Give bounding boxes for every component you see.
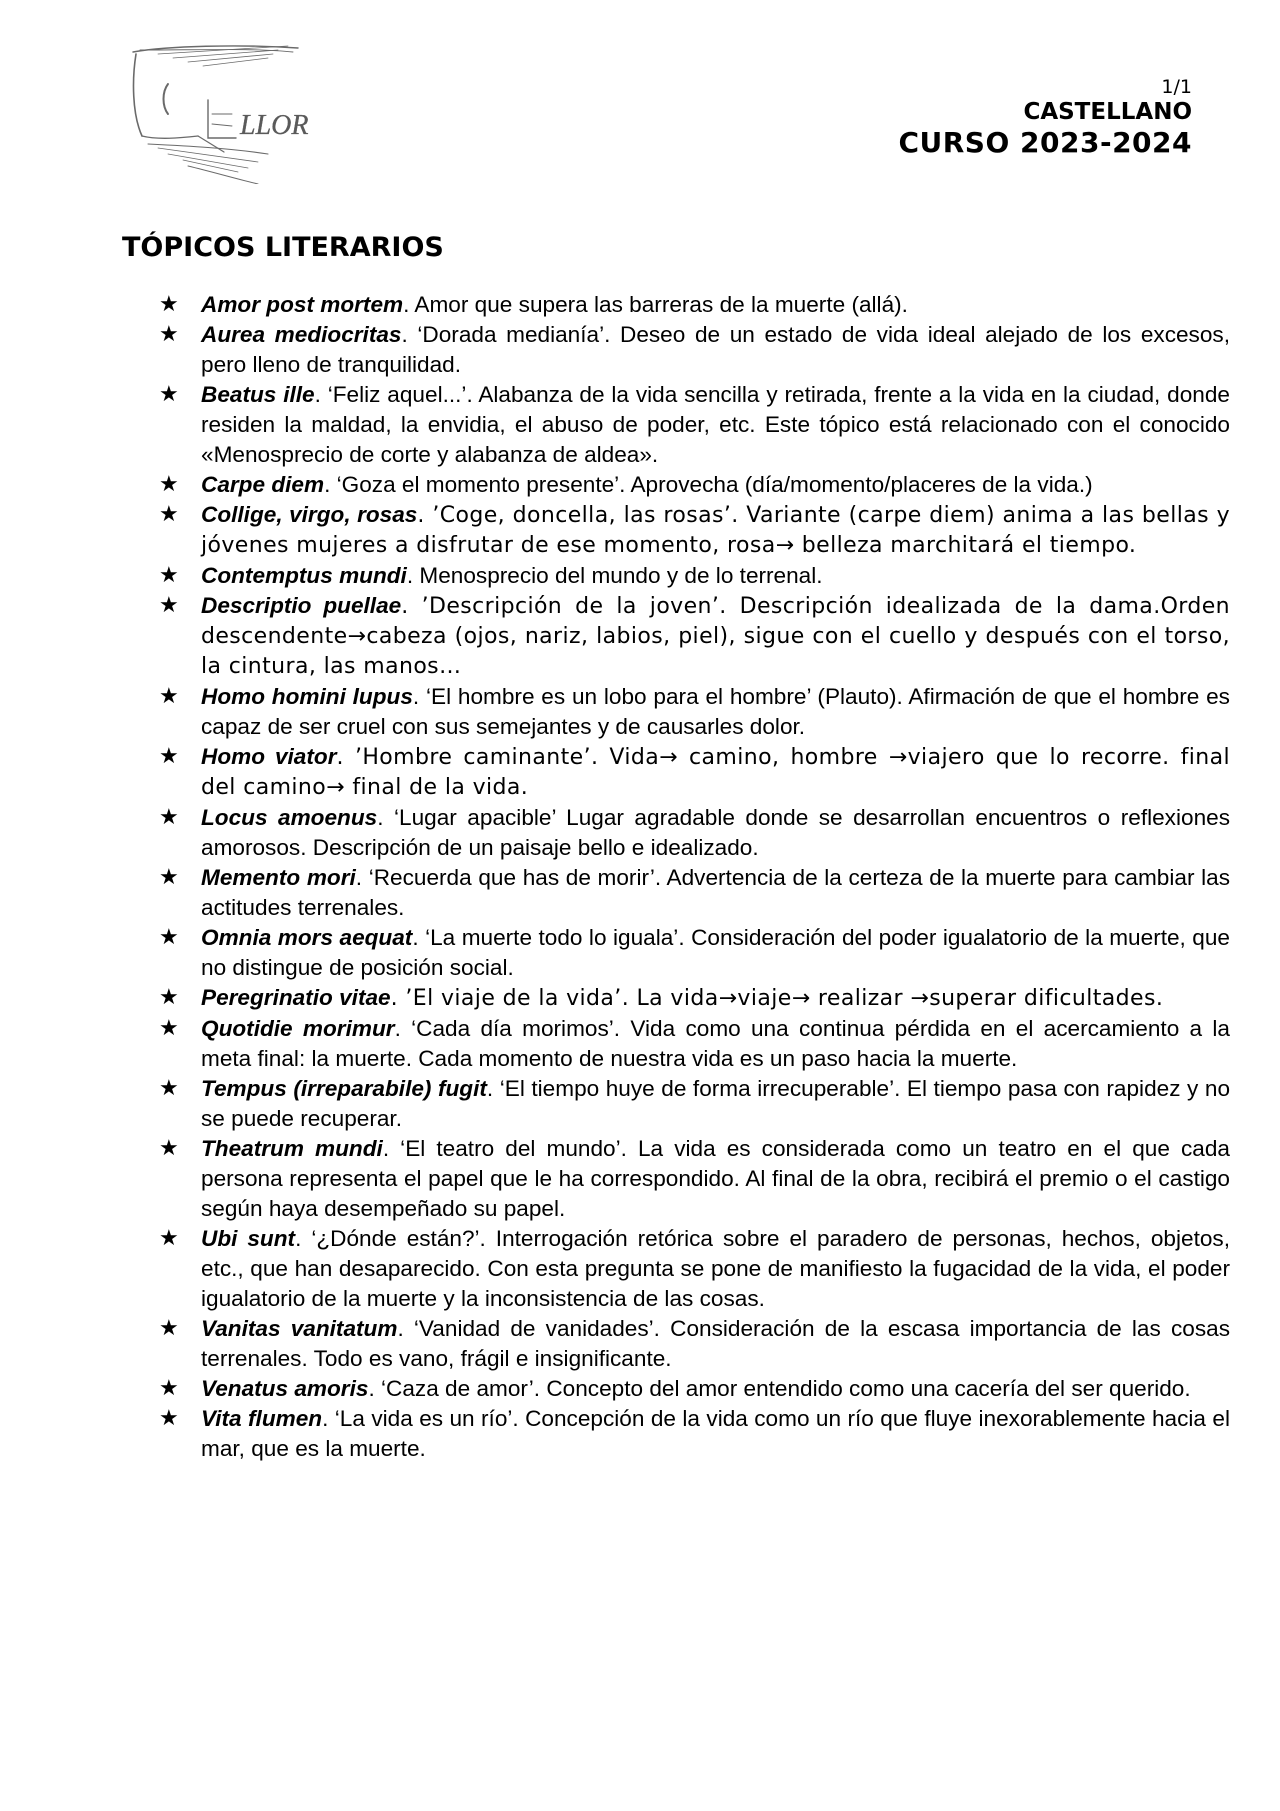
star-bullet-icon: ★ (159, 502, 180, 527)
list-item (159, 682, 1230, 742)
list-item (159, 500, 1230, 561)
star-bullet-icon: ★ (159, 1316, 179, 1341)
topic-description: . ‘¿Dónde están?’. Interrogación retórica sobre el paradero de personas, hechos, objetos, etc., que han desaparecido. Con esta pregunta se pone de manifiesto la fugacidad de la vida, el poder igualatorio de la muerte y la inconsistencia de las cosas. (201, 1226, 1230, 1311)
list-item (159, 1374, 1230, 1404)
star-bullet-icon: ★ (159, 985, 180, 1010)
star-bullet-icon: ★ (159, 1226, 179, 1251)
topic-term: Vita flumen (201, 1406, 323, 1431)
star-bullet-icon: ★ (159, 805, 179, 830)
topic-description: . Amor que supera las barreras de la muerte (allá). (403, 292, 908, 317)
star-bullet-icon: ★ (159, 1076, 179, 1101)
topic-description: . ‘Goza el momento presente’. Aprovecha (día/momento/placeres de la vida.) (324, 472, 1093, 497)
topic-description: . ‘La muerte todo lo iguala’. Consideración del poder igualatorio de la muerte, que no distingue de posición social. (201, 925, 1231, 980)
topic-description: . ’Coge, doncella, las rosas’. Variante (carpe diem) anima a las bellas y jóvenes mujeres a disfrutar de ese momento, rosa→ belleza marchitará el tiempo. (201, 503, 1230, 558)
list-item (159, 470, 1230, 500)
document-header (898, 76, 1192, 160)
topic-term: Descriptio puellae (201, 593, 402, 618)
star-bullet-icon: ★ (159, 744, 180, 769)
topic-description: . ‘Caza de amor’. Concepto del amor entendido como una cacería del ser querido. (368, 1376, 1191, 1401)
topic-term: Peregrinatio vitae (201, 985, 391, 1010)
list-item (159, 380, 1230, 470)
topic-term: Aurea mediocritas (201, 322, 402, 347)
topic-description: . ‘Dorada medianía’. Deseo de un estado de vida ideal alejado de los excesos, pero lleno de tranquilidad. (201, 322, 1230, 377)
list-item (159, 983, 1230, 1014)
topic-term: Beatus ille (201, 382, 315, 407)
topic-term: Ubi sunt (201, 1226, 296, 1251)
star-bullet-icon: ★ (159, 865, 179, 890)
topic-description: . ‘Lugar apacible’ Lugar agradable donde se desarrollan encuentros o reflexiones amorosos. Descripción de un paisaje bello e idealizado. (201, 805, 1230, 860)
topic-description: . Menosprecio del mundo y de lo terrenal. (406, 563, 823, 588)
topic-term: Collige, virgo, rosas (201, 502, 418, 527)
list-item (159, 742, 1231, 803)
page-number: 1/1 (1161, 76, 1192, 98)
topic-description: . ‘El hombre es un lobo para el hombre’ (Plauto). Afirmación de que el hombre es capaz de ser cruel con sus semejantes y de causarles dolor. (201, 684, 1230, 739)
topic-description: . ‘El tiempo huye de forma irrecuperable’. El tiempo pasa con rapidez y no se puede recuperar. (201, 1076, 1231, 1131)
star-bullet-icon: ★ (159, 322, 179, 347)
topic-description: . ‘Vanidad de vanidades’. Consideración de la escasa importancia de las cosas terrenales. Todo es vano, frágil e insignificante. (201, 1316, 1230, 1371)
list-item (159, 561, 1230, 591)
topic-term: Tempus (irreparabile) fugit (201, 1076, 487, 1101)
list-item (159, 591, 1230, 682)
star-bullet-icon: ★ (159, 1376, 179, 1401)
star-bullet-icon: ★ (159, 563, 179, 588)
list-item (159, 1314, 1230, 1374)
list-item (159, 1404, 1230, 1464)
topic-term: Memento mori (201, 865, 356, 890)
topic-description: . ‘La vida es un río’. Concepción de la vida como un río que fluye inexorablemente hacia el mar, que es la muerte. (201, 1406, 1230, 1461)
topic-term: Quotidie morimur (201, 1016, 395, 1041)
topic-term: Homo homini lupus (201, 684, 413, 709)
page-title: TÓPICOS LITERARIOS (122, 232, 444, 263)
star-bullet-icon: ★ (159, 1136, 179, 1161)
topic-term: Carpe diem (201, 472, 325, 497)
list-item (159, 803, 1230, 863)
topic-description: . ’Hombre caminante’. Vida→ camino, hombre →viajero que lo recorre. final del camino→ final de la vida. (201, 745, 1231, 800)
list-item (159, 320, 1230, 380)
list-item (159, 1134, 1230, 1224)
star-bullet-icon: ★ (159, 292, 179, 317)
star-bullet-icon: ★ (159, 382, 179, 407)
topic-term: Vanitas vanitatum (201, 1316, 398, 1341)
topic-description: . ‘El teatro del mundo’. La vida es considerada como un teatro en el que cada persona representa el papel que le ha correspondido. Al final de la obra, recibirá el premio o el castigo según haya desempeñado su papel. (201, 1136, 1230, 1221)
list-item (159, 1014, 1231, 1074)
school-logo (128, 44, 343, 184)
list-item (159, 290, 1230, 320)
star-bullet-icon: ★ (159, 1406, 179, 1431)
topics-list (0, 290, 1280, 1464)
star-bullet-icon: ★ (159, 472, 179, 497)
course-year: CURSO 2023-2024 (898, 126, 1192, 160)
star-bullet-icon: ★ (159, 925, 179, 950)
topic-description: . ‘Cada día morimos’. Vida como una continua pérdida en el acercamiento a la meta final: la muerte. Cada momento de nuestra vida es un paso hacia la muerte. (201, 1016, 1231, 1071)
topic-description: . ‘Recuerda que has de morir’. Advertencia de la certeza de la muerte para cambiar las actitudes terrenales. (201, 865, 1230, 920)
subject-name: CASTELLANO (1023, 98, 1192, 125)
topic-term: Contemptus mundi (201, 563, 407, 588)
topic-description: . ‘Feliz aquel...’. Alabanza de la vida sencilla y retirada, frente a la vida en la ciudad, donde residen la maldad, la envidia, el abuso de poder, etc. Este tópico está relacionado con el conocido «Menosprecio de corte y alabanza de aldea». (201, 382, 1230, 467)
topic-term: Homo viator (201, 744, 337, 769)
topic-term: Amor post mortem (201, 292, 404, 317)
list-item (159, 1074, 1231, 1134)
topic-term: Venatus amoris (201, 1376, 369, 1401)
list-item (159, 1224, 1230, 1314)
logo-text: LLOR (240, 110, 309, 141)
list-item (159, 923, 1231, 983)
topic-description: . ’El viaje de la vida’. La vida→viaje→ realizar →superar dificultades. (390, 986, 1164, 1011)
star-bullet-icon: ★ (159, 593, 180, 618)
topic-term: Locus amoenus (201, 805, 378, 830)
star-bullet-icon: ★ (159, 1016, 179, 1041)
star-bullet-icon: ★ (159, 684, 179, 709)
topic-term: Omnia mors aequat (201, 925, 413, 950)
list-item (159, 863, 1230, 923)
topic-term: Theatrum mundi (201, 1136, 383, 1161)
topic-description: . ’Descripción de la joven’. Descripción idealizada de la dama.Orden descendente→cabeza (ojos, nariz, labios, piel), sigue con el cuello y después con el torso, la cintura, las manos… (201, 594, 1230, 679)
